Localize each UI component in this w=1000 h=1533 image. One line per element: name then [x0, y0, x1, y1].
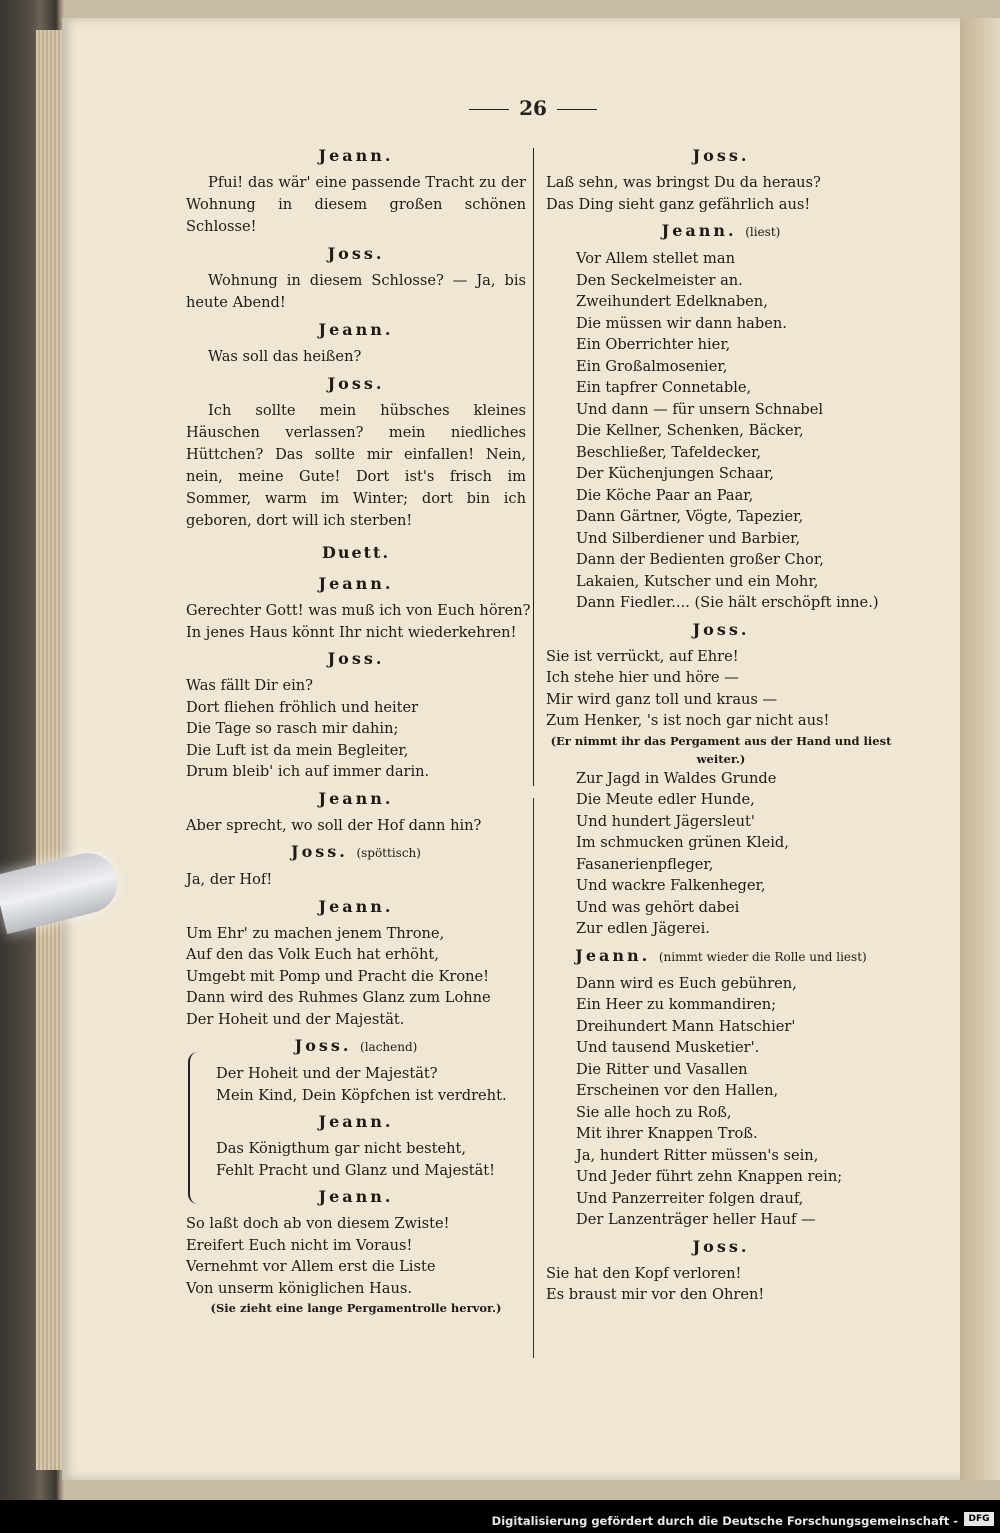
- verse-line: Ja, hundert Ritter müssen's sein,: [576, 1146, 819, 1164]
- verse-line: Und was gehört dabei: [576, 898, 740, 916]
- verse-line: Zur Jagd in Waldes Grunde: [576, 769, 777, 787]
- verse-line: Dann der Bedienten großer Chor,: [576, 551, 824, 568]
- verse-line: Und hundert Jägersleut': [576, 812, 755, 830]
- speaker-name: [186, 142, 526, 170]
- verse-line: Gerechter Gott! was muß ich von Euch hören?: [186, 602, 531, 619]
- dfg-logo: DFG: [964, 1512, 994, 1526]
- stage-direction: (spöttisch): [356, 846, 421, 860]
- verse-line: Die Luft ist da mein Begleiter,: [186, 741, 409, 759]
- verse-line: Die Köche Paar an Paar,: [576, 486, 754, 504]
- speaker-label: Jeann.: [318, 896, 394, 916]
- speaker-name: [186, 1183, 526, 1211]
- verse-line: Vernehmt vor Allem erst die Liste: [186, 1258, 436, 1275]
- verse-line: Umgebt mit Pomp und Pracht die Krone!: [186, 967, 490, 985]
- footer-credit: Digitalisierung gefördert durch die Deutsche Forschungsgemeinschaft -: [491, 1514, 958, 1528]
- verse-block: [186, 1063, 526, 1106]
- verse-line: Fasanerienpfleger,: [576, 855, 714, 873]
- speaker-name: [186, 645, 526, 673]
- verse-line: In jenes Haus könnt Ihr nicht wiederkehren!: [186, 623, 517, 641]
- verse-line: Aber sprecht, wo soll der Hof dann hin?: [186, 816, 482, 834]
- prose-paragraph: Ich sollte mein hübsches kleines Häuschen verlassen? mein niedliches Hüttchen? Das sollte mir einfallen! Nein, nein, meine Gute! Dort ist's frisch im Sommer, warm im Winter; dort bin ich geboren, dort will ich sterben!: [186, 402, 526, 529]
- speaker-label: Jeann.: [318, 320, 394, 339]
- verse-block: [546, 172, 896, 215]
- speaker-name: [186, 893, 526, 921]
- verse-line: Zum Henker, 's ist noch gar nicht aus!: [546, 712, 830, 729]
- verse-line: Sie alle hoch zu Roß,: [576, 1103, 732, 1121]
- verse-block: [186, 869, 526, 891]
- verse-line: Der Lanzenträger heller Hauf —: [576, 1211, 816, 1228]
- verse-line: Und dann — für unsern Schnabel: [576, 400, 824, 418]
- speaker-name: [546, 1233, 896, 1261]
- speaker-name: [186, 240, 526, 268]
- prose-paragraph: Pfui! das wär' eine passende Tracht zu der Wohnung in diesem großen schönen Schlosse!: [186, 174, 526, 235]
- verse-line: Um Ehr' zu machen jenem Throne,: [186, 924, 445, 942]
- verse-line: Es braust mir vor den Ohren!: [546, 1286, 765, 1303]
- verse-line: Ja, der Hof!: [186, 871, 273, 888]
- verse-line: Ereifert Euch nicht im Voraus!: [186, 1236, 413, 1254]
- speaker-name: [186, 370, 526, 398]
- verse-line: Die müssen wir dann haben.: [576, 314, 787, 332]
- verse-line: Dann wird es Euch gebühren,: [576, 974, 797, 992]
- speaker-label: Joss.: [327, 244, 385, 263]
- speaker-label: Joss.: [692, 619, 750, 639]
- verse-block: [546, 1263, 896, 1306]
- section-title: Duett.: [321, 543, 391, 562]
- verse-line: Ein tapfrer Connetable,: [576, 379, 752, 396]
- verse-line: Sie hat den Kopf verloren!: [546, 1264, 742, 1282]
- stage-direction: (lachend): [360, 1040, 418, 1054]
- verse-block: [546, 973, 896, 1231]
- verse-line: Lakaien, Kutscher und ein Mohr,: [576, 572, 819, 590]
- stage-direction: (liest): [745, 225, 781, 239]
- verse-line: Zur edlen Jägerei.: [576, 920, 710, 937]
- speaker-label: Jeann.: [318, 1187, 394, 1206]
- verse-line: Beschließer, Tafeldecker,: [576, 443, 762, 461]
- speaker-name: [546, 942, 896, 971]
- verse-line: Von unserm königlichen Haus.: [186, 1279, 412, 1297]
- stage-direction: (nimmt wieder die Rolle und liest): [658, 949, 867, 964]
- speaker-label: Joss.: [327, 649, 385, 668]
- verse-line: Der Küchenjungen Schaar,: [576, 465, 774, 482]
- speaker-label: Joss.: [327, 374, 385, 393]
- speaker-label: Jeann.: [575, 945, 651, 965]
- right-column: [546, 140, 896, 1306]
- verse-line: Im schmucken grünen Kleid,: [576, 834, 789, 851]
- verse-line: Dann wird des Ruhmes Glanz zum Lohne: [186, 989, 491, 1006]
- verse-line: Zweihundert Edelknaben,: [576, 293, 768, 310]
- verse-line: Dort fliehen fröhlich und heiter: [186, 698, 419, 716]
- speaker-label: Jeann.: [661, 221, 737, 240]
- verse-line: Fehlt Pracht und Glanz und Majestät!: [216, 1161, 496, 1179]
- verse-line: Ein Heer zu kommandiren;: [576, 996, 777, 1013]
- prose-paragraph: Wohnung in diesem Schlosse? — Ja, bis heute Abend!: [186, 272, 526, 311]
- speaker-label: Jeann.: [318, 574, 394, 593]
- speaker-label: Joss.: [692, 146, 750, 165]
- speaker-label: Joss.: [692, 1236, 750, 1256]
- verse-line: Mein Kind, Dein Köpfchen ist verdreht.: [216, 1086, 507, 1104]
- column-divider-lower: [533, 798, 534, 1358]
- speaker-label: Joss.: [294, 1036, 352, 1055]
- verse-line: Und tausend Musketier'.: [576, 1039, 760, 1056]
- verse-line: Und wackre Falkenheger,: [576, 877, 766, 894]
- verse-line: Mir wird ganz toll und kraus —: [546, 690, 778, 708]
- verse-line: Ein Oberrichter hier,: [576, 336, 731, 353]
- verse-block: [546, 248, 896, 614]
- speaker-name: [186, 838, 526, 867]
- verse-line: Und Silberdiener und Barbier,: [576, 529, 801, 547]
- verse-block: [186, 1213, 526, 1299]
- speaker-name: [186, 570, 526, 598]
- verse-line: Die Meute edler Hunde,: [576, 791, 755, 808]
- verse-line: Dann Fiedler.... (Sie hält erschöpft inne.): [576, 594, 879, 611]
- stage-direction: (Er nimmt ihr das Pergament aus der Hand und liest weiter.): [550, 733, 892, 766]
- verse-line: Vor Allem stellet man: [576, 250, 735, 267]
- verse-line: Laß sehn, was bringst Du da heraus?: [546, 174, 821, 191]
- verse-line: Das Ding sieht ganz gefährlich aus!: [546, 195, 811, 213]
- verse-block: [186, 923, 526, 1031]
- verse-block: [186, 675, 526, 783]
- column-divider: [533, 148, 534, 786]
- verse-block: [186, 815, 526, 837]
- verse-line: Ein Großalmosenier,: [576, 357, 728, 375]
- speaker-label: Joss.: [291, 842, 348, 861]
- verse-line: Die Kellner, Schenken, Bäcker,: [576, 422, 804, 439]
- prose-paragraph: Was soll das heißen?: [208, 348, 362, 365]
- speaker-name: [546, 217, 896, 246]
- speaker-name: [546, 142, 896, 170]
- verse-block: [546, 646, 896, 732]
- verse-line: Die Tage so rasch mir dahin;: [186, 720, 399, 737]
- speaker-label: Jeann.: [318, 1112, 394, 1131]
- stage-direction: (Sie zieht eine lange Pergamentrolle hervor.): [210, 1301, 502, 1315]
- verse-line: Der Hoheit und der Majestät?: [216, 1065, 438, 1082]
- speaker-name: [186, 316, 526, 344]
- verse-line: Das Königthum gar nicht besteht,: [216, 1140, 467, 1157]
- verse-line: Und Jeder führt zehn Knappen rein;: [576, 1168, 843, 1185]
- verse-block: [186, 1138, 526, 1181]
- speaker-name: [546, 616, 896, 644]
- verse-line: Und Panzerreiter folgen drauf,: [576, 1189, 804, 1207]
- speaker-name: [186, 1032, 526, 1061]
- speaker-label: Jeann.: [318, 788, 394, 808]
- verse-line: Mit ihrer Knappen Troß.: [576, 1125, 758, 1142]
- verse-line: Den Seckelmeister an.: [576, 271, 743, 289]
- speaker-name: [186, 785, 526, 813]
- verse-block: [546, 768, 896, 940]
- verse-line: Die Ritter und Vasallen: [576, 1060, 748, 1078]
- verse-block: [186, 600, 531, 643]
- speaker-name: [186, 1108, 526, 1136]
- verse-line: Sie ist verrückt, auf Ehre!: [546, 647, 739, 665]
- page-number: 26: [458, 96, 608, 120]
- verse-line: Drum bleib' ich auf immer darin.: [186, 763, 430, 780]
- verse-line: Auf den das Volk Euch hat erhöht,: [186, 946, 439, 963]
- verse-line: Dann Gärtner, Vögte, Tapezier,: [576, 508, 804, 525]
- speaker-label: Jeann.: [318, 146, 394, 165]
- verse-line: Der Hoheit und der Majestät.: [186, 1010, 405, 1028]
- verse-line: Erscheinen vor den Hallen,: [576, 1082, 779, 1099]
- verse-line: Ich stehe hier und höre —: [546, 669, 739, 686]
- verse-line: So laßt doch ab von diesem Zwiste!: [186, 1215, 450, 1232]
- next-page-edge: [960, 18, 1000, 1480]
- verse-line: Was fällt Dir ein?: [186, 677, 314, 694]
- verse-line: Dreihundert Mann Hatschier': [576, 1017, 796, 1035]
- left-column: [186, 140, 531, 1317]
